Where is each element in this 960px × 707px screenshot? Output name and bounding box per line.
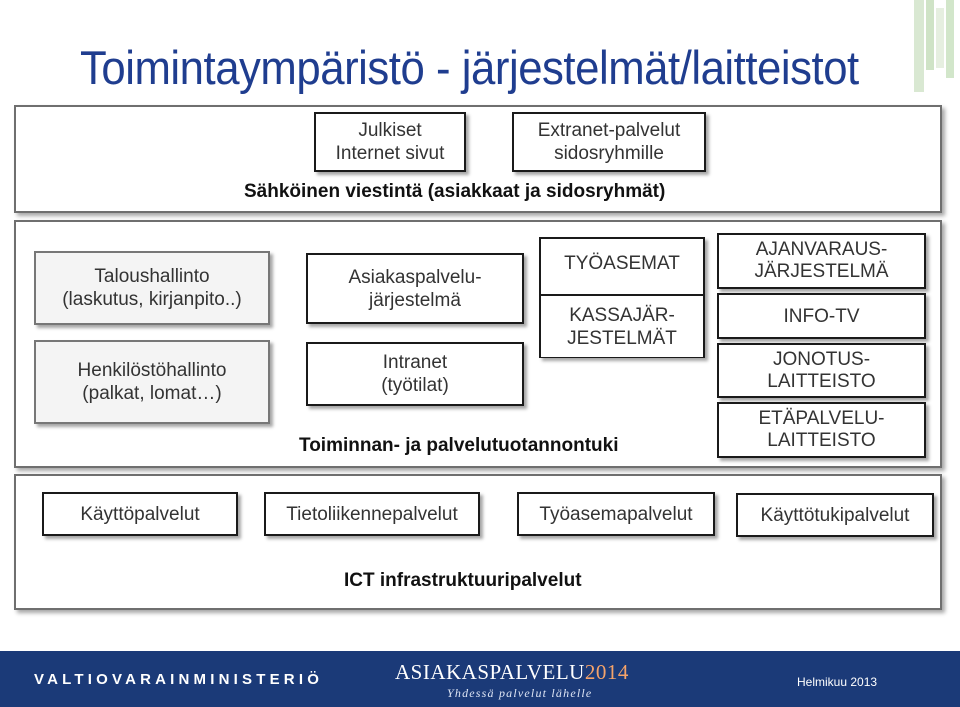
cash-systems-label: KASSAJÄR- JESTELMÄT (567, 304, 677, 349)
service-box-workstation (517, 492, 715, 536)
footer-date: Helmikuu 2013 (797, 675, 878, 689)
brand-name: ASIAKASPALVELU (395, 660, 585, 684)
queue-equipment-box (717, 343, 926, 398)
info-tv-box (717, 293, 926, 339)
customer-service-system-box (306, 253, 524, 324)
booking-system-box (717, 233, 926, 289)
service-box-operations (42, 492, 238, 536)
public-internet-label: Julkiset Internet sivut (335, 120, 445, 164)
service-label-operations: Käyttöpalvelut (80, 503, 200, 525)
hr-box (34, 340, 270, 424)
info-tv-label: INFO-TV (783, 305, 860, 327)
remote-service-label: ETÄPALVELU- LAITTEISTO (758, 408, 885, 451)
finance-label: Taloushallinto (laskutus, kirjanpito..) (62, 266, 242, 310)
electronic-communication-caption: Sähköinen viestintä (asiakkaat ja sidosryhmät) (244, 181, 666, 202)
workstations-label: TYÖASEMAT (564, 253, 680, 274)
extranet-label: Extranet-palvelut sidosryhmille (537, 120, 681, 164)
remote-service-box (717, 402, 926, 458)
operations-support-caption: Toiminnan- ja palvelutuotannontuki (299, 435, 619, 456)
brand-tagline: Yhdessä palvelut lähelle (447, 686, 593, 700)
intranet-label: Intranet (työtilat) (381, 352, 449, 396)
booking-system-label: AJANVARAUS- JÄRJESTELMÄ (754, 239, 889, 282)
intranet-box (306, 342, 524, 406)
finance-box (34, 251, 270, 325)
public-internet-box (314, 112, 466, 172)
ministry-logo-text: VALTIOVARAINMINISTERIÖ (34, 671, 324, 688)
service-box-support (736, 493, 934, 537)
footer-bar (0, 651, 960, 707)
brand-year: 2014 (584, 660, 629, 684)
cash-systems-box (541, 294, 703, 357)
service-label-support: Käyttötukipalvelut (760, 504, 910, 526)
hr-label: Henkilöstöhallinto (palkat, lomat…) (77, 360, 227, 404)
queue-equipment-label: JONOTUS- LAITTEISTO (767, 348, 876, 392)
service-label-workstation: Työasemapalvelut (539, 503, 693, 525)
decorative-bars-icon (912, 0, 960, 92)
extranet-box (512, 112, 706, 172)
customer-service-system-label: Asiakaspalvelu- järjestelmä (348, 266, 482, 311)
service-label-telecom: Tietoliikennepalvelut (286, 503, 458, 525)
brand-logo (395, 660, 629, 685)
service-box-telecom (264, 492, 480, 536)
page-title: Toimintaympäristö - järjestelmät/laitteistot (80, 41, 859, 94)
ict-infrastructure-caption: ICT infrastruktuuripalvelut (344, 570, 582, 591)
